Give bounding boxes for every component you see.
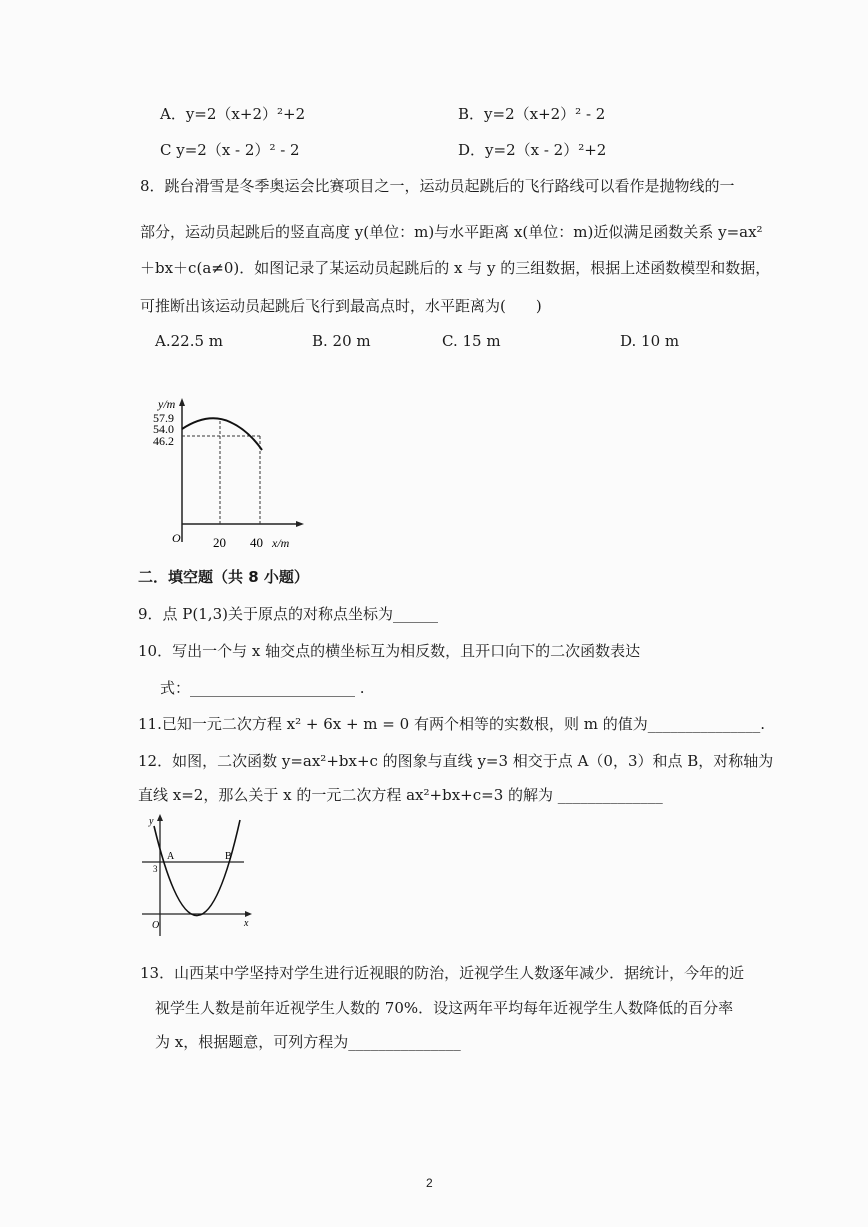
q10-line-1: 10．写出一个与 x 轴交点的横坐标互为相反数，且开口向下的二次函数表达 (138, 642, 641, 660)
q10-line-2: 式：______________________ . (160, 679, 365, 697)
q12-x-label: x (244, 918, 249, 929)
q12-line-2: 直线 x=2，那么关于 x 的一元二次方程 ax²+bx+c=3 的解为 ______________ (138, 786, 663, 804)
q7-option-b: B．y=2（x+2）² - 2 (458, 105, 606, 123)
q7-option-a: A．y=2（x+2）²+2 (160, 105, 306, 123)
q8-y-tick-54: 54.0 (153, 422, 174, 436)
q8-y-tick-57: 57.9 (153, 411, 174, 425)
q12-graph (140, 812, 255, 938)
q13-line-1: 13．山西某中学坚持对学生进行近视眼的防治，近视学生人数逐年减少．据统计，今年的近 (140, 964, 745, 982)
q8-option-a: A.22.5 m (155, 332, 223, 350)
q8-line-3: ＋bx＋c(a≠0)．如图记录了某运动员起跳后的 x 与 y 的三组数据，根据上述函数模型和数据， (140, 259, 771, 277)
q7-option-d: D．y=2（x - 2）²+2 (458, 141, 607, 159)
q8-line-1: 8．跳台滑雪是冬季奥运会比赛项目之一，运动员起跳后的飞行路线可以看作是抛物线的一 (140, 177, 735, 195)
q12-point-a: A (167, 851, 175, 862)
q13-line-2: 视学生人数是前年近视学生人数的 70%．设这两年平均每年近视学生人数降低的百分率 (155, 999, 734, 1017)
section-fill-in-title: 二．填空题（共 8 小题） (138, 568, 309, 586)
q11-text: 11.已知一元二次方程 x² + 6x + m = 0 有两个相等的实数根，则 m 的值为_______________. (138, 715, 765, 733)
q8-line-4: 可推断出该运动员起跳后飞行到最高点时，水平距离为( ) (140, 297, 542, 315)
q13-line-3: 为 x，根据题意，可列方程为_______________ (155, 1033, 461, 1051)
q8-y-arrow (179, 398, 185, 406)
q8-parabola (182, 418, 262, 450)
q9-text: 9．点 P(1,3)关于原点的对称点坐标为______ (138, 605, 438, 623)
q8-option-c: C. 15 m (442, 332, 501, 350)
q12-origin: O (152, 920, 160, 931)
q12-parabola (154, 820, 240, 916)
q12-y-tick-3: 3 (153, 864, 158, 874)
q8-graph (150, 392, 310, 557)
q8-y-tick-46: 46.2 (153, 434, 174, 448)
q12-point-b: B (225, 851, 232, 862)
q8-x-tick-40: 40 (250, 535, 263, 550)
q12-y-label: y (149, 816, 154, 827)
q8-option-d: D. 10 m (620, 332, 680, 350)
q12-line-1: 12．如图，二次函数 y=ax²+bx+c 的图象与直线 y=3 相交于点 A（0，3）和点 B，对称轴为 (138, 752, 774, 770)
q8-x-label: x/m (272, 536, 290, 550)
q8-x-tick-20: 20 (213, 535, 226, 550)
q12-x-arrow (245, 911, 252, 917)
q12-y-arrow (157, 814, 163, 821)
q8-origin: O (172, 531, 181, 545)
q8-x-arrow (296, 521, 304, 527)
q7-option-c: C y=2（x - 2）² - 2 (160, 141, 300, 159)
page-number: 2 (426, 1176, 433, 1190)
q8-option-b: B. 20 m (312, 332, 371, 350)
q8-line-2: 部分，运动员起跳后的竖直高度 y(单位：m)与水平距离 x(单位：m)近似满足函数关系 y=ax² (140, 223, 763, 241)
q8-y-label: y/m (158, 397, 176, 411)
